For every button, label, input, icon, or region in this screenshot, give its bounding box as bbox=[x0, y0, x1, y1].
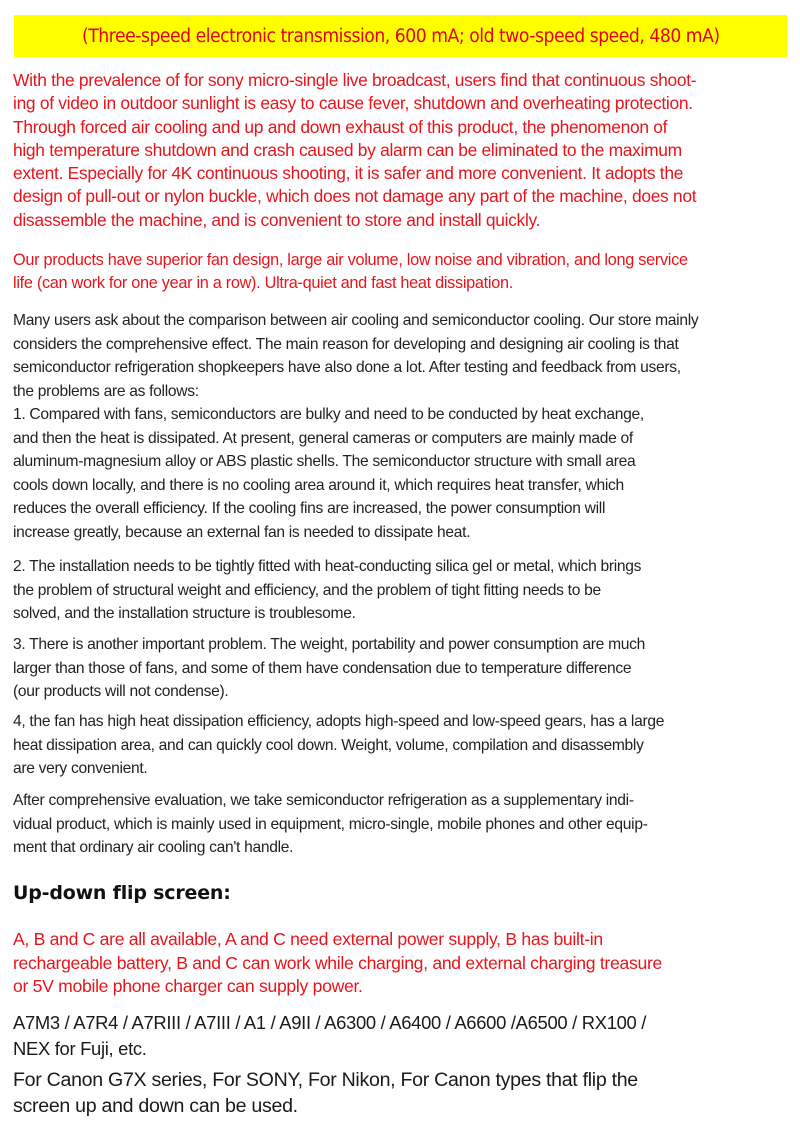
compatible-models-paragraph bbox=[13, 1010, 793, 1061]
point-line: 3. There is another important problem. The weight, portability and power consumption are much bbox=[13, 636, 646, 653]
compat-line: screen up and down can be used. bbox=[13, 1095, 298, 1117]
features-line: life (can work for one year in a row). Ultra-quiet and fast heat dissipation. bbox=[13, 273, 513, 292]
point-line: the problem of structural weight and efficiency, and the problem of tight fitting needs to be bbox=[13, 581, 601, 599]
conclusion-line: vidual product, which is mainly used in equipment, micro-single, mobile phones and other equip- bbox=[13, 815, 648, 833]
point-line: heat dissipation area, and can quickly cool down. Weight, volume, compilation and disassembly bbox=[13, 736, 644, 754]
conclusion-line: ment that ordinary air cooling can't handle. bbox=[13, 839, 294, 856]
point-line: larger than those of fans, and some of them have condensation due to temperature difference bbox=[13, 659, 632, 677]
comparison-point-1 bbox=[13, 403, 793, 544]
point-line: 2. The installation needs to be tightly fitted with heat-conducting silica gel or metal, which brings bbox=[13, 558, 642, 575]
intro-line: ing of video in outdoor sunlight is easy to cause fever, shutdown and overheating protection. bbox=[13, 93, 693, 114]
point-line: 1. Compared with fans, semiconductors are bulky and need to be conducted by heat exchange, bbox=[13, 406, 644, 423]
intro-paragraph bbox=[13, 69, 793, 232]
banner-text: (Three-speed electronic transmission, 600 mA; old two-speed speed, 480 mA) bbox=[81, 25, 720, 47]
intro-line: high temperature shutdown and crash caused by alarm can be eliminated to the maximum bbox=[13, 139, 682, 160]
power-line: A, B and C are all available, A and C need external power supply, B has built-in bbox=[13, 929, 603, 949]
comparison-conclusion bbox=[13, 789, 793, 860]
intro-line: With the prevalence of for sony micro-single live broadcast, users find that continuous shoot- bbox=[13, 70, 697, 90]
current-spec-banner bbox=[14, 15, 787, 57]
point-line: increase greatly, because an external fan is needed to dissipate heat. bbox=[13, 523, 471, 541]
intro-line: Through forced air cooling and up and down exhaust of this product, the phenomenon of bbox=[13, 116, 668, 137]
comparison-point-2 bbox=[13, 555, 793, 626]
comparison-intro-line: semiconductor refrigeration shopkeepers have also done a lot. After testing and feedback from users, bbox=[13, 359, 681, 376]
features-line: Our products have superior fan design, large air volume, low noise and vibration, and long service bbox=[13, 251, 688, 269]
intro-line: disassemble the machine, and is convenient to store and install quickly. bbox=[13, 209, 541, 230]
point-line: 4, the fan has high heat dissipation efficiency, adopts high-speed and low-speed gears, has a large bbox=[13, 713, 665, 730]
power-line: or 5V mobile phone charger can supply power. bbox=[13, 976, 363, 996]
comparison-intro-line: Many users ask about the comparison between air cooling and semiconductor cooling. Our store mainly bbox=[13, 312, 699, 329]
comparison-point-4 bbox=[13, 710, 793, 781]
models-line: A7M3 / A7R4 / A7RIII / A7III / A1 / A9II / A6300 / A6400 / A6600 /A6500 / RX100 / bbox=[13, 1012, 647, 1033]
power-supply-paragraph bbox=[13, 928, 793, 999]
conclusion-line: After comprehensive evaluation, we take semiconductor refrigeration as a supplementary indi- bbox=[13, 792, 634, 809]
flip-screen-heading: Up-down flip screen: bbox=[13, 882, 231, 904]
compat-line: For Canon G7X series, For SONY, For Nikon, For Canon types that flip the bbox=[13, 1069, 638, 1091]
point-line: are very convenient. bbox=[13, 760, 148, 777]
point-line: reduces the overall efficiency. If the cooling fins are increased, the power consumption will bbox=[13, 500, 606, 517]
comparison-point-3 bbox=[13, 633, 793, 704]
point-line: aluminum-magnesium alloy or ABS plastic shells. The semiconductor structure with small area bbox=[13, 453, 636, 470]
features-paragraph bbox=[13, 249, 793, 294]
intro-line: extent. Especially for 4K continuous shooting, it is safer and more convenient. It adopts the bbox=[13, 163, 684, 184]
point-line: and then the heat is dissipated. At present, general cameras or computers are mainly made of bbox=[13, 429, 633, 447]
comparison-intro-line: the problems are as follows: bbox=[13, 382, 199, 400]
point-line: solved, and the installation structure is troublesome. bbox=[13, 605, 356, 622]
point-line: cools down locally, and there is no cooling area around it, which requires heat transfer, which bbox=[13, 476, 624, 494]
comparison-intro-paragraph bbox=[13, 309, 793, 403]
power-line: rechargeable battery, B and C can work while charging, and external charging treasure bbox=[13, 952, 662, 973]
intro-line: design of pull-out or nylon buckle, which does not damage any part of the machine, does not bbox=[13, 186, 697, 207]
comparison-intro-line: considers the comprehensive effect. The main reason for developing and designing air cooling is that bbox=[13, 335, 679, 353]
point-line: (our products will not condense). bbox=[13, 683, 229, 700]
compatibility-note-paragraph bbox=[13, 1067, 793, 1119]
models-line: NEX for Fuji, etc. bbox=[13, 1037, 147, 1059]
